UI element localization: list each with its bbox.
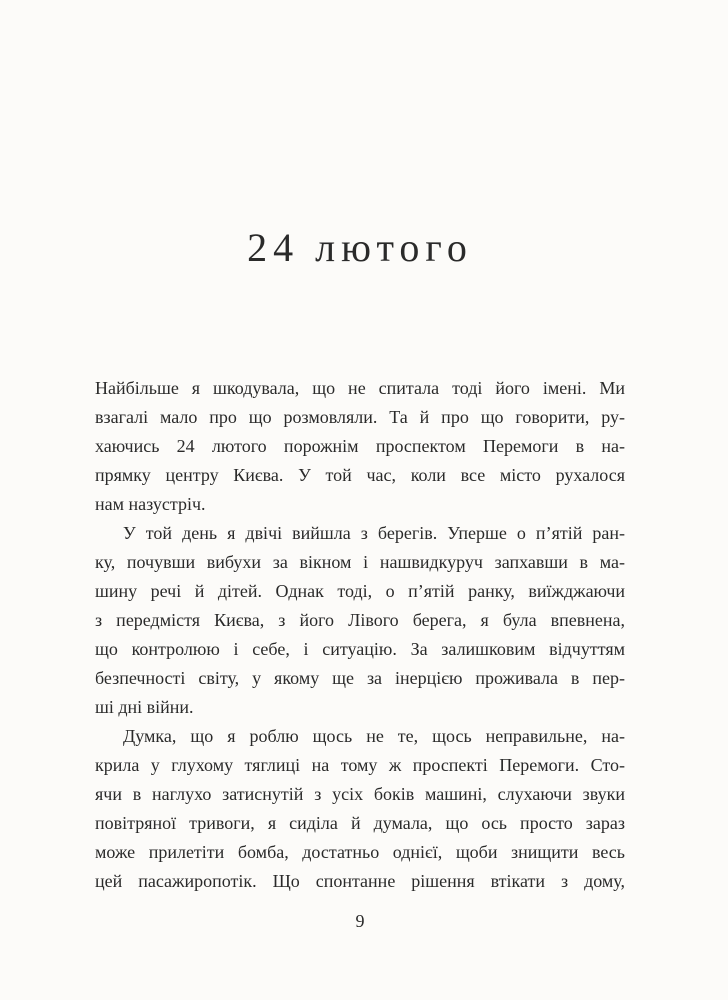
text-line: ку, почувши вибухи за вікном і нашвидкуруч запхавши в ма- bbox=[95, 552, 625, 572]
text-line: У той день я двічі вийшла з берегів. Уперше о п’ятій ран- bbox=[123, 523, 625, 543]
paragraph bbox=[95, 519, 625, 722]
text-line: безпечності світу, у якому ще за інерцією проживала в пер- bbox=[95, 668, 625, 688]
paragraph bbox=[95, 722, 625, 896]
body-text bbox=[95, 374, 625, 896]
text-line: Найбільше я шкодувала, що не спитала тоді його імені. Ми bbox=[95, 378, 625, 398]
text-line: з передмістя Києва, з його Лівого берега, я була впевнена, bbox=[95, 610, 625, 630]
text-line: повітряної тривоги, я сиділа й думала, що ось просто зараз bbox=[95, 813, 625, 833]
text-line: ячи в наглухо затиснутій з усіх боків машині, слухаючи звуки bbox=[95, 784, 625, 804]
text-line: прямку центру Києва. У той час, коли все місто рухалося bbox=[95, 465, 625, 485]
text-line: шину речі й дітей. Однак тоді, о п’ятій ранку, виїжджаючи bbox=[95, 581, 625, 601]
text-line: взагалі мало про що розмовляли. Та й про що говорити, ру- bbox=[95, 407, 625, 427]
paragraph bbox=[95, 374, 625, 519]
text-line: може прилетіти бомба, достатньо однієї, щоби знищити весь bbox=[95, 842, 625, 862]
text-line: Думка, що я роблю щось не те, щось неправильне, на- bbox=[123, 726, 625, 746]
text-line: нам назустріч. bbox=[95, 494, 206, 514]
text-line: цей пасажиропотік. Що спонтанне рішення втікати з дому, bbox=[95, 871, 625, 891]
chapter-title: 24 лютого bbox=[247, 225, 473, 270]
text-line: що контролюю і себе, і ситуацію. За залишковим відчуттям bbox=[95, 639, 625, 659]
text-line: хаючись 24 лютого порожнім проспектом Перемоги в на- bbox=[95, 436, 625, 456]
text-line: крила у глухому тяглиці на тому ж проспекті Перемоги. Сто- bbox=[95, 755, 625, 775]
text-line: ші дні війни. bbox=[95, 697, 194, 717]
page-number: 9 bbox=[355, 911, 365, 931]
